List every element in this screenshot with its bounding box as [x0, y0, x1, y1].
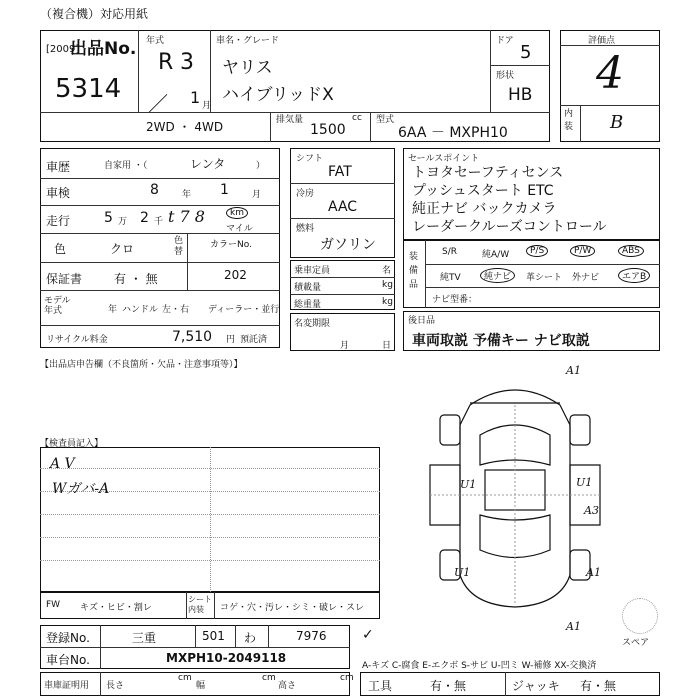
shape-label: 形状: [496, 71, 515, 81]
inspection-label: 車検: [46, 186, 71, 200]
capacity-unit: 名: [382, 266, 392, 276]
mark-top: A1: [566, 364, 581, 377]
mark-left-lower: U1: [454, 566, 471, 579]
sales-point-line-4: レーダークルーズコントロール: [412, 219, 607, 235]
shift-value: FAT: [328, 164, 352, 180]
gross-unit: kg: [382, 297, 393, 307]
capacity-label: 乗車定員: [294, 266, 331, 276]
shift-label: シフト: [296, 154, 324, 164]
fuel-value: ガソリン: [320, 237, 376, 253]
registration-label: 登録No.: [46, 631, 90, 645]
model-name: ヤリス: [222, 58, 273, 78]
inspector-label: 【検査員記入】: [40, 439, 104, 449]
chassis-value: MXPH10-2049118: [166, 651, 287, 665]
mileage-u1: 万: [118, 217, 128, 227]
inspector-line-2: Wガバ-A: [52, 481, 110, 497]
model-year-unit: 年: [108, 305, 118, 315]
door-value: 5: [520, 42, 532, 63]
inspection-year-unit: 年: [182, 190, 192, 200]
rear-notes-label: 後日品: [408, 316, 436, 326]
mileage-tail: t 7 8: [168, 207, 205, 226]
registration-pref: 三重: [132, 631, 157, 645]
year-month-unit: 月: [202, 101, 212, 111]
jack-value: 有・無: [580, 679, 617, 693]
cert-length: 長さ: [106, 681, 125, 691]
displacement-value: 1500: [310, 122, 346, 138]
mark-right-upper: U1: [576, 476, 593, 489]
model-grade: ハイブリッドX: [222, 85, 334, 105]
name-change-label: 名変期限: [294, 319, 331, 329]
cert-label: 車庫証明用: [44, 681, 90, 691]
history-value: レンタ: [190, 157, 226, 171]
fuel-label: 燃料: [296, 224, 315, 234]
equipment-label: 装備品: [409, 252, 419, 290]
mileage-unit-mile: マイル: [226, 224, 253, 234]
color-code-label: カラーNo.: [210, 240, 252, 250]
gross-label: 総重量: [294, 300, 322, 310]
color-change-label: 色替: [174, 236, 184, 257]
name-change-day: 日: [382, 341, 392, 351]
mark-left-upper: U1: [460, 478, 477, 491]
warranty-value: 有 ・ 無: [114, 272, 158, 286]
recycle-unit: 円: [226, 335, 236, 345]
mark-right-mid: A3: [584, 504, 599, 517]
mileage-v2: 2: [140, 210, 149, 226]
grade-score: 4: [596, 48, 624, 99]
cert-height: 高さ: [278, 681, 297, 691]
recycle-label: リサイクル料金: [46, 335, 108, 345]
equip-tv: 純TV: [440, 273, 461, 283]
fw-label: FW: [46, 600, 61, 610]
displacement-unit: cc: [352, 113, 362, 123]
equip-aw: 純A/W: [482, 250, 510, 260]
equip-airbag: エアB: [618, 268, 650, 283]
lot-stamp: [2009]: [46, 44, 80, 55]
grade-label: 評価点: [588, 36, 616, 46]
navi-model-label: ナビ型番：: [432, 295, 478, 305]
model-code-value: 6AA － MXPH10: [398, 125, 508, 141]
sales-point-line-1: トヨタセーフティセンス: [412, 165, 564, 181]
inspector-line-1: A V: [50, 456, 75, 472]
equip-pw: P/W: [570, 245, 595, 257]
equip-abs: ABS: [618, 245, 644, 257]
mileage-label: 走行: [46, 214, 71, 228]
recycle-value: 7,510: [172, 329, 213, 345]
equip-navi: 純ナビ: [480, 268, 515, 283]
mark-bottom: A1: [566, 620, 581, 633]
color-value: クロ: [110, 242, 135, 256]
cert-height-unit: cm: [340, 673, 354, 683]
rear-notes-text: 車両取説 予備キー ナビ取説: [412, 333, 590, 349]
inspection-year: 8: [150, 182, 159, 198]
equip-leather: 革シート: [526, 273, 563, 283]
car-diagram: [410, 375, 620, 615]
inspection-month-unit: 月: [252, 190, 262, 200]
door-label: ドア: [496, 36, 514, 46]
load-unit: kg: [382, 280, 393, 290]
chassis-label: 車台No.: [46, 653, 90, 667]
mileage-unit-km: km: [226, 207, 248, 219]
year-value: 3: [180, 50, 194, 75]
lot-number: 5314: [55, 74, 122, 104]
aircon-label: 冷房: [296, 189, 315, 199]
year-slash: ／: [148, 92, 168, 116]
spare-tire-icon: [622, 598, 658, 634]
model-code-label: 型式: [376, 115, 395, 125]
registration-kana: わ: [244, 631, 257, 645]
sales-point-line-3: 純正ナビ バックカメラ: [412, 201, 557, 217]
history-options: 自家用 ・（: [104, 161, 148, 171]
dealer-options: ディーラー・並行: [208, 305, 280, 315]
registration-class: 501: [202, 629, 225, 643]
inspection-month: 1: [220, 182, 229, 198]
color-code: 202: [224, 268, 247, 282]
mileage-u2: 千: [154, 217, 164, 227]
warranty-label: 保証書: [46, 272, 83, 286]
handle-options: 左・右: [162, 305, 190, 315]
cert-length-unit: cm: [178, 673, 192, 683]
equip-sr: S/R: [442, 247, 457, 257]
handle-label: ハンドル: [122, 305, 159, 315]
history-close: ）: [256, 161, 266, 171]
interior-label: 内装: [564, 109, 574, 132]
model-year-label: モデル年式: [44, 296, 71, 316]
registration-check: ✓: [362, 627, 374, 643]
cert-width-unit: cm: [262, 673, 276, 683]
damage-legend: A-キズ C-腐食 E-エクボ S-サビ U-凹ミ W-補修 XX-交換済: [362, 661, 597, 671]
aircon-value: AAC: [328, 199, 358, 215]
tools-value: 有・無: [430, 679, 467, 693]
sales-points-label: セールスポイント: [408, 154, 480, 164]
interior-value: B: [610, 112, 624, 133]
cert-width: 幅: [196, 681, 206, 691]
load-label: 積載量: [294, 283, 322, 293]
mileage-v1: 5: [104, 210, 113, 226]
sales-point-line-2: プッシュスタート ETC: [412, 183, 554, 199]
lot-label: 出品No.: [70, 39, 137, 59]
name-change-month: 月: [340, 341, 350, 351]
model-label: 車名・グレード: [216, 36, 280, 46]
fw-sheet-label: シート内装: [188, 595, 212, 614]
year-era: R: [158, 50, 174, 75]
seller-notes-label: 【出品店申告欄（不良箇所・欠品・注意事項等）】: [40, 360, 243, 370]
color-label: 色: [54, 242, 67, 256]
equip-ext-navi: 外ナビ: [572, 273, 600, 283]
jack-label: ジャッキ: [512, 679, 560, 693]
spare-label: スペア: [622, 638, 650, 648]
displacement-label: 排気量: [276, 115, 304, 125]
fw-items-2: コゲ・穴・汚レ・シミ・破レ・スレ: [220, 603, 365, 613]
year-month: 1: [190, 88, 201, 107]
registration-number: 7976: [296, 629, 327, 643]
fw-items: キズ・ヒビ・割レ: [80, 603, 152, 613]
tools-label: 工具: [368, 679, 393, 693]
sheet-type: （複合機）対応用紙: [40, 7, 149, 21]
equip-ps: P/S: [526, 245, 548, 257]
mark-right-lower: A1: [586, 566, 601, 579]
drive-text: 2WD ・ 4WD: [146, 120, 224, 134]
shape-value: HB: [508, 85, 533, 105]
year-label: 年式: [146, 36, 165, 46]
history-label: 車歴: [46, 160, 71, 174]
recycle-note: 預託済: [240, 335, 268, 345]
